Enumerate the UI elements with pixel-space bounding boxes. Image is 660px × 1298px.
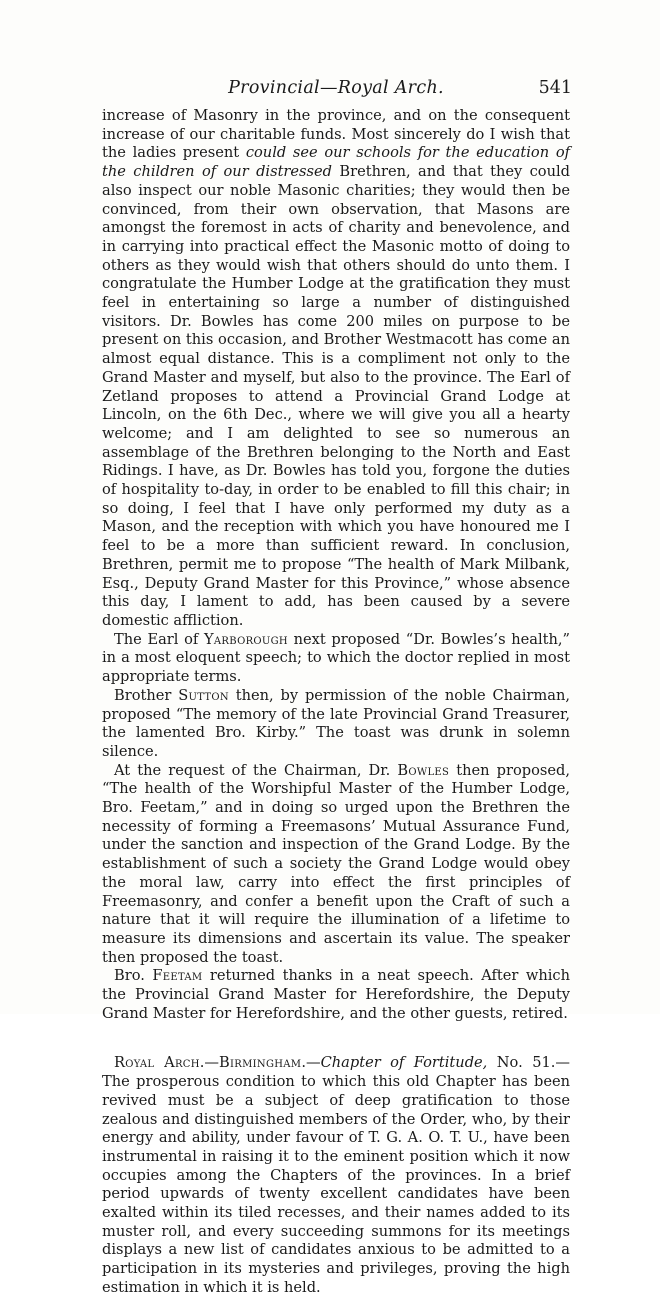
text-run: then proposed, “The health of the Worshipful Master of the Humber Lodge, Bro. Feetam,” and in doing so urged upon the Brethren the necessity of forming a Freemasons’ Mutual Assurance Fund, under the sanction and inspection of the Grand Lodge. By the establishment of such a society the Grand Lodge would obey the moral law, carry into effect the first principles of Freemasonry, and confer a benefit upon the Craft of such a nature that it will require the illumination of a lifetime to measure its dimensions and ascertain its value. The speaker then proposed the toast. xyxy=(102,761,570,966)
small-caps-name: Feetam xyxy=(152,967,203,985)
text-run: increase of Masonry in the province, and on the consequent increase of our charitable funds. Most sincerely do I wish that the ladies present xyxy=(102,107,570,162)
italic-chapter-name: Chapter of Fortitude, xyxy=(320,1054,488,1072)
section-heading-birmingham: Birmingham xyxy=(219,1054,302,1072)
article-body xyxy=(102,107,570,1298)
text-run: .— xyxy=(301,1054,321,1072)
paragraph-feetam-thanks xyxy=(102,967,570,1023)
italic-run: could see our schools for the education of the children of our distressed xyxy=(102,144,571,181)
paragraph-bowles-toast xyxy=(102,762,570,968)
text-run: then, by permission of the noble Chairman, proposed “The memory of the late Provincial Grand Treasurer, the lamented Bro. Kirby.” The toast was drunk in solemn silence. xyxy=(102,686,570,760)
text-run: No. 51.—The prosperous condition to which this old Chapter has been revived must be a subject of deep gratification to those zealous and distinguished members of the Order, who, by their energy and ability, under favour of T. G. A. O. T. U., have been instrumental in raising it to the eminent position which it now occupies among the Chapters of the provinces. In a brief period upwards of twenty excellent candidates have been exalted within its tiled recesses, and their names added to its muster roll, and every succeeding summons for its meetings displays a new list of candidates anxious to be admitted to a participation in its mysteries and privileges, proving the high estimation in which it is held. xyxy=(102,1054,570,1296)
small-caps-name: Yarborough xyxy=(203,630,288,648)
section-heading-royal-arch: Royal Arch xyxy=(114,1054,200,1072)
small-caps-name: Bowles xyxy=(397,761,450,779)
running-title: Provincial—Royal Arch. xyxy=(228,78,444,98)
text-run: Brother xyxy=(114,686,179,704)
text-run: At the request of the Chairman, Dr. xyxy=(114,761,398,779)
paragraph-sutton-toast xyxy=(102,687,570,762)
section-break xyxy=(102,1023,570,1054)
running-head xyxy=(100,78,572,102)
text-run: Bro. xyxy=(114,967,153,985)
page-number: 541 xyxy=(538,78,572,98)
text-run: Brethren, and that they could also inspect our noble Masonic charities; they would then be convinced, from their own observation, that Masons are amongst the foremost in acts of charity and benevolence, and in carrying into practical effect the Masonic motto of doing to others as they would wish that others should do unto them. I congratulate the Humber Lodge at the gratification they must feel in entertaining so large a number of distinguished visitors. Dr. Bowles has come 200 miles on purpose to be present on this occasion, and Brother Westmacott has come an almost equal distance. This is a compliment not only to the Grand Master and myself, but also to the province. The Earl of Zetland proposes to attend a Provincial Grand Lodge at Lincoln, on the 6th Dec., where we will give you all a hearty welcome; and I am delighted to see so numerous an assemblage of the Brethren belonging to the North and East Ridings. I have, as Dr. Bowles has told you, forgone the duties of hospitality to-day, in order to be enabled to fill this chair; in so doing, I feel that I have only performed my duty as a Mason, and the reception with which you have honoured me I feel to be a more than sufficient reward. In conclusion, Brethren, permit me to propose “The health of Mark Milbank, Esq., Deputy Grand Master for this Province,” whose absence this day, I lament to add, has been caused by a severe domestic affliction. xyxy=(102,163,571,629)
text-run: The Earl of xyxy=(114,630,204,648)
small-caps-name: Sutton xyxy=(178,686,229,704)
text-run: .— xyxy=(199,1054,220,1072)
paragraph-royal-arch-birmingham xyxy=(102,1054,570,1297)
paragraph-speech-continuation xyxy=(102,107,570,631)
paragraph-yarborough-toast xyxy=(102,631,570,687)
text-run: returned thanks in a neat speech. After which the Provincial Grand Master for Herefordshire, the Deputy Grand Master for Herefordshire, and the other guests, retired. xyxy=(102,967,570,1022)
text-run: next proposed “Dr. Bowles’s health,” in a most eloquent speech; to which the doctor replied in most appropriate terms. xyxy=(102,630,570,686)
